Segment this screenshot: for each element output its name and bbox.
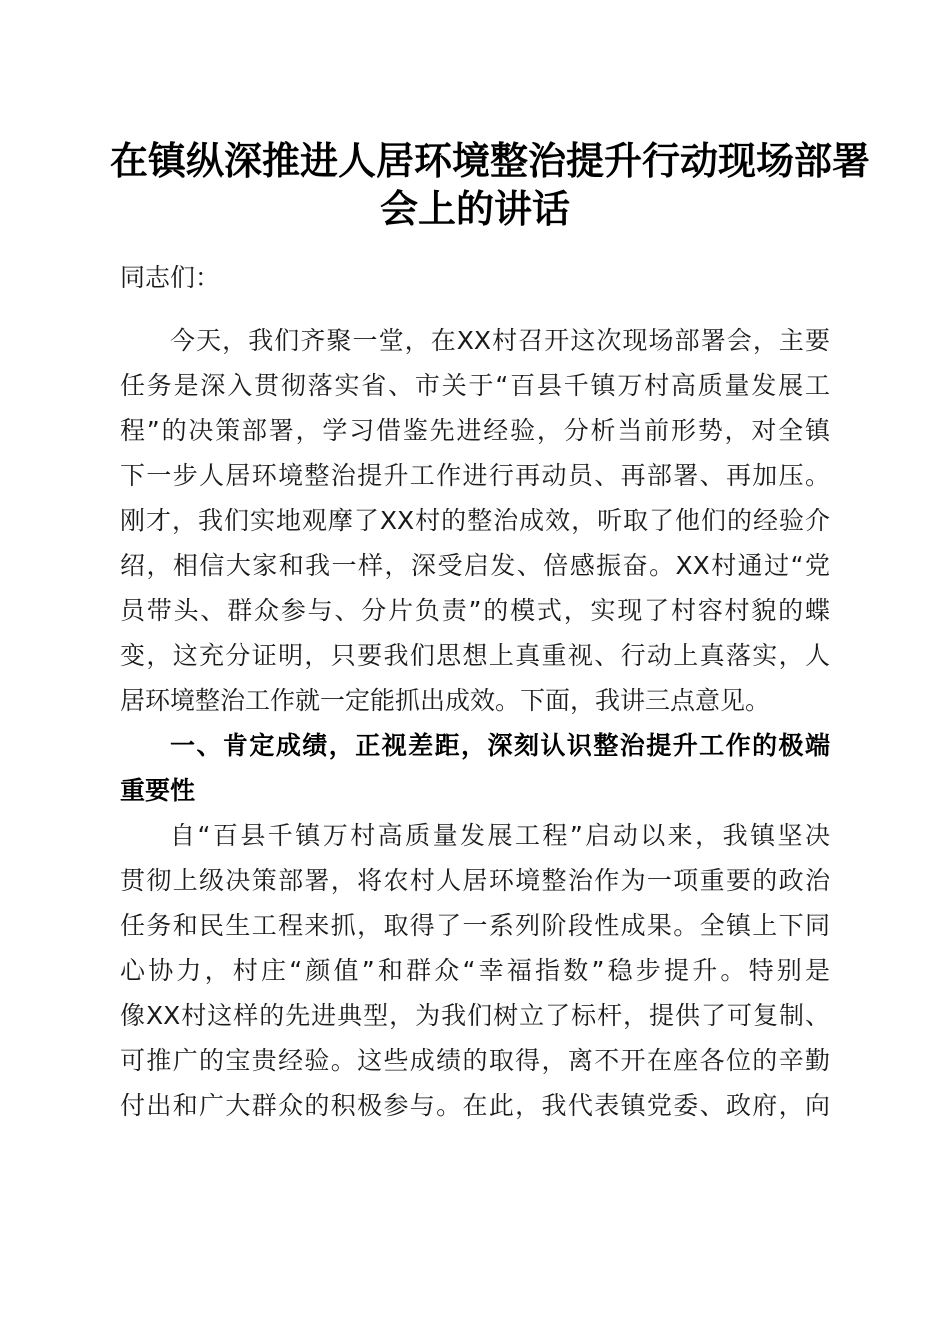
section-heading-1-line: 重要性: [120, 776, 196, 805]
paragraph-2-line: 可推广的宝贵经验。这些成绩的取得，离不开在座各位的辛勤: [120, 1046, 830, 1075]
paragraph-1-line: 任务是深入贯彻落实省、市关于“百县千镇万村高质量发展工: [120, 371, 830, 400]
paragraph-1-line: 变，这充分证明，只要我们思想上真重视、行动上真落实，人: [120, 641, 830, 670]
paragraph-1-line: 绍，相信大家和我一样，深受启发、倍感振奋。XX村通过“党: [120, 551, 830, 580]
paragraph-1-line: 今天，我们齐聚一堂，在XX村召开这次现场部署会，主要: [170, 326, 830, 355]
paragraph-1-line: 刚才，我们实地观摩了XX村的整治成效，听取了他们的经验介: [120, 506, 830, 535]
document-title-line-2: 会上的讲话: [379, 186, 570, 231]
paragraph-1-line: 员带头、群众参与、分片负责”的模式，实现了村容村貌的蝶: [120, 596, 830, 625]
paragraph-1-line: 居环境整治工作就一定能抓出成效。下面，我讲三点意见。: [120, 686, 771, 715]
document-title-line-1: 在镇纵深推进人居环境整治提升行动现场部署: [110, 138, 871, 183]
paragraph-2-line: 任务和民生工程来抓，取得了一系列阶段性成果。全镇上下同: [120, 911, 830, 940]
paragraph-2-line: 像XX村这样的先进典型，为我们树立了标杆，提供了可复制、: [120, 1001, 830, 1030]
paragraph-2-line: 付出和广大群众的积极参与。在此，我代表镇党委、政府，向: [120, 1091, 830, 1120]
paragraph-2-line: 自“百县千镇万村高质量发展工程”启动以来，我镇坚决: [170, 821, 830, 850]
paragraph-1-line: 程”的决策部署，学习借鉴先进经验，分析当前形势，对全镇: [120, 416, 830, 445]
salutation: 同志们：: [120, 263, 221, 292]
section-heading-1-line: 一、肯定成绩，正视差距，深刻认识整治提升工作的极端: [170, 731, 830, 760]
paragraph-2-line: 心协力，村庄“颜值”和群众“幸福指数”稳步提升。特别是: [120, 956, 830, 985]
paragraph-2-line: 贯彻上级决策部署，将农村人居环境整治作为一项重要的政治: [120, 866, 830, 895]
paragraph-1-line: 下一步人居环境整治提升工作进行再动员、再部署、再加压。: [120, 461, 830, 490]
